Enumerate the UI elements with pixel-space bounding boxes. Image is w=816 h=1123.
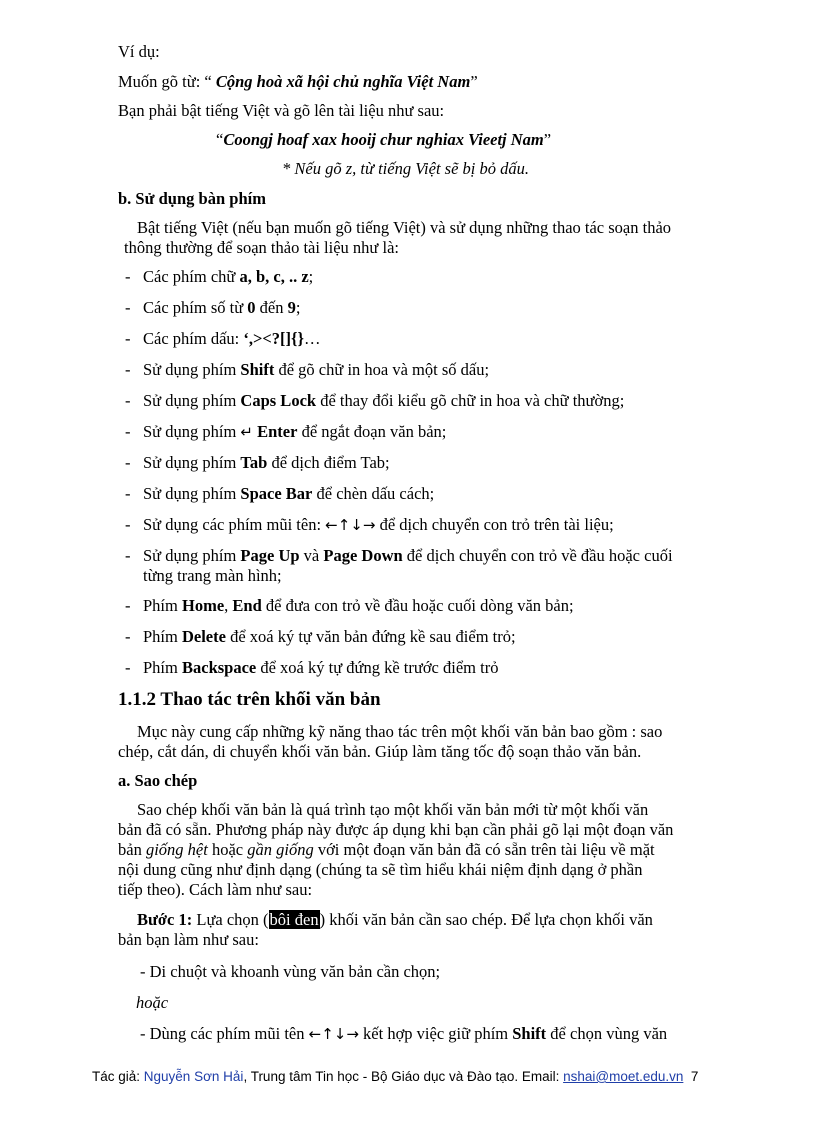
section-a-p1-line5: tiếp theo). Cách làm như sau:: [118, 880, 313, 899]
enter-key-icon: ↵: [240, 423, 253, 441]
option-keys: - Dùng các phím mũi tên ←↑↓→ kết hợp việc giữ phím Shift để chọn vùng văn: [140, 1024, 668, 1043]
list-item-continuation: từng trang màn hình;: [143, 566, 282, 585]
highlighted-text: bôi đen: [269, 910, 319, 929]
section-112-intro-2: chép, cắt dán, di chuyển khối văn bản. Giúp làm tăng tốc độ soạn thảo văn bản.: [118, 742, 642, 761]
step1-line1: Bước 1: Lựa chọn (bôi đen) khối văn bản cần sao chép. Để lựa chọn khối văn: [137, 910, 653, 929]
example-typed-text: Coongj hoaf xax hooij chur nghiax Vieetj Nam: [223, 130, 544, 149]
example-typed-line: “Coongj hoaf xax hooij chur nghiax Vieetj Nam”: [216, 130, 552, 149]
section-a-p1-line2: bản đã có sẵn. Phương pháp này được áp dụng khi bạn cần phải gõ lại một đoạn văn: [118, 820, 674, 839]
section-a-p1-line1: Sao chép khối văn bản là quá trình tạo một khối văn bản mới từ một khối văn: [137, 800, 649, 819]
example-must-type: Bạn phải bật tiếng Việt và gõ lên tài liệu như sau:: [118, 101, 445, 120]
step1-line2: bản bạn làm như sau:: [118, 930, 259, 949]
arrow-keys-icon: ←↑↓→: [308, 1025, 359, 1043]
section-b-heading: b. Sử dụng bàn phím: [118, 189, 266, 208]
email-link[interactable]: nshai@moet.edu.vn: [563, 1069, 684, 1084]
page-number: 7: [690, 1069, 699, 1084]
section-a-heading: a. Sao chép: [118, 771, 198, 790]
example-note: * Nếu gõ z, từ tiếng Việt sẽ bị bỏ dấu.: [282, 159, 530, 178]
option-or: hoặc: [136, 993, 169, 1012]
example-want-line: Muốn gõ từ: “ Cộng hoà xã hội chủ nghĩa Việt Nam”: [118, 72, 478, 91]
section-a-p1-line3: bản giống hệt hoặc gần giống với một đoạn văn bản đã có sẵn trên tài liệu về mặt: [118, 840, 655, 859]
section-b-intro-1: Bật tiếng Việt (nếu bạn muốn gõ tiếng Việt) và sử dụng những thao tác soạn thảo: [137, 218, 672, 237]
author-name: Nguyễn Sơn Hải: [143, 1069, 244, 1084]
page-footer: Tác giả: Nguyễn Sơn Hải, Trung tâm Tin học - Bộ Giáo dục và Đào tạo. Email: nshai@moet.edu.vn 7: [92, 1069, 699, 1084]
arrow-keys-icon: ←↑↓→: [325, 516, 376, 534]
example-label: Ví dụ:: [118, 42, 160, 61]
section-112-intro-1: Mục này cung cấp những kỹ năng thao tác trên một khối văn bản bao gồm : sao: [137, 722, 663, 741]
section-112-heading: 1.1.2 Thao tác trên khối văn bản: [118, 689, 381, 710]
section-b-intro-2: thông thường để soạn thảo tài liệu như là:: [124, 238, 399, 257]
option-mouse: - Di chuột và khoanh vùng văn bản cần chọn;: [140, 962, 441, 981]
document-page: Ví dụ: Muốn gõ từ: “ Cộng hoà xã hội chủ nghĩa Việt Nam” Bạn phải bật tiếng Việt và gõ lên tài liệu như sau: “Coongj hoaf xax hooij chur nghiax Vieetj Nam” * Nếu gõ z, từ tiếng Việt sẽ bị bỏ dấu. b. Sử dụng bàn phím Bật tiếng Việt (nếu bạn muốn gõ tiếng Việt) và sử dụng những thao tác soạn thảo thông thường để soạn thảo tài liệu như là: - Các phím chữ a, b, c, .. z; - Các phím số từ 0 đến 9; - Các phím dấu: ‘,><?[]{}… - Sử dụng phím Shift để gõ chữ in hoa và một số dấu; - Sử dụng phím Caps Lock để thay đổi kiểu gõ chữ in hoa và chữ thường; - Sử dụng phím ↵ Enter để ngắt đoạn văn bản; - Sử dụng phím Tab để dịch điểm Tab; - Sử dụng phím Space Bar để chèn dấu cách; - Sử dụng các phím mũi tên: ←↑↓→ để dịch chuyển con trỏ trên tài liệu; - Sử dụng phím Page Up và Page Down để dịch chuyển con trỏ về đầu hoặc cuối từng trang màn hình; - Phím Home, End để đưa con trỏ về đầu hoặc cuối dòng văn bản; - Phím Delete để xoá ký tự văn bản đứng kề sau điểm trỏ; - Phím Backspace để xoá ký tự đứng kề trước điểm trỏ 1.1.2 Thao tác trên khối văn bản Mục này cung cấp những kỹ năng thao tác trên một khối văn bản bao gồm : sao chép, cắt dán, di chuyển khối văn bản. Giúp làm tăng tốc độ soạn thảo văn bản. a. Sao chép Sao chép khối văn bản là quá trình tạo một khối văn bản mới từ một khối văn bản đã có sẵn. Phương pháp này được áp dụng khi bạn cần phải gõ lại một đoạn văn bản giống hệt hoặc gần giống với một đoạn văn bản đã có sẵn trên tài liệu về mặt nội dung cũng như định dạng (chúng ta sẽ tìm hiểu khái niệm định dạng ở phần tiếp theo). Cách làm như sau: Bước 1: Lựa chọn (bôi đen) khối văn bản cần sao chép. Để lựa chọn khối văn bản bạn làm như sau: - Di chuột và khoanh vùng văn bản cần chọn; hoặc - Dùng các phím mũi tên ←↑↓→ kết hợp việc giữ phím Shift để chọn vùng văn Tác giả: Nguyễn Sơn Hải, Trung tâm Tin học - Bộ Giáo dục và Đào tạo. Email: nshai@moet.edu.vn 7: [0, 0, 816, 1123]
step1-label: Bước 1:: [137, 910, 193, 929]
section-a-p1-line4: nội dung cũng như định dạng (chúng ta sẽ tìm hiểu khái niệm định dạng ở phần: [118, 860, 643, 879]
example-phrase: Cộng hoà xã hội chủ nghĩa Việt Nam: [215, 72, 471, 91]
